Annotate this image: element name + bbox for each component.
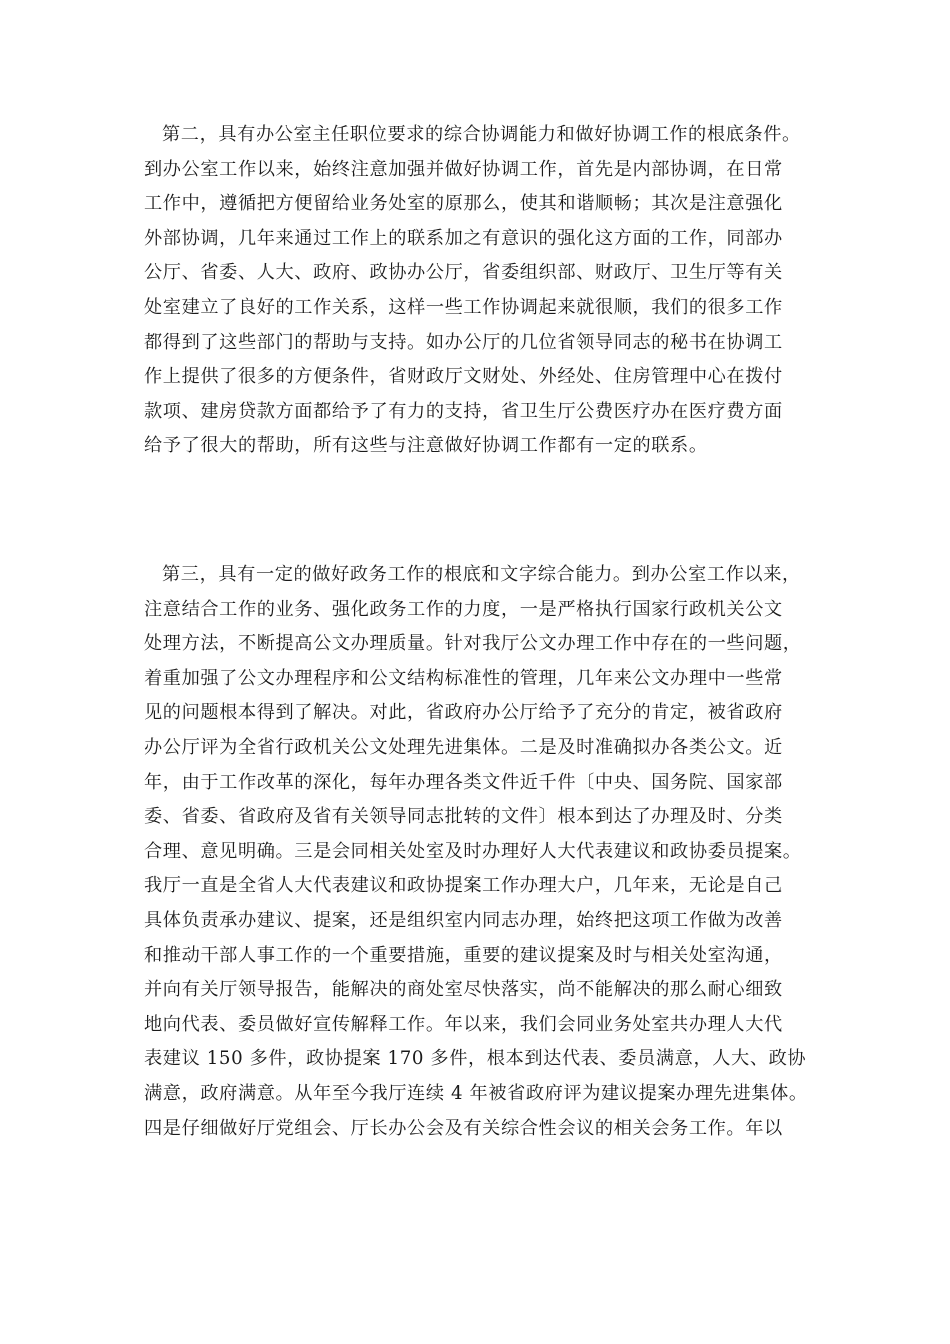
text-line: 具体负责承办建议、提案，还是组织室内同志办理，始终把这项工作做为改善	[144, 909, 783, 931]
text-line: 公厅、省委、人大、政府、政协办公厅，省委组织部、财政厅、卫生厅等有关	[144, 262, 783, 284]
text-line: 注意结合工作的业务、强化政务工作的力度，一是严格执行国家行政机关公文	[144, 598, 783, 620]
text-line: 合理、意见明确。三是会同相关处室及时办理好人大代表建议和政协委员提案。	[144, 840, 802, 862]
text-line: 年，由于工作改革的深化，每年办理各类文件近千件〔中央、国务院、国家部	[144, 771, 783, 793]
text-line: 都得到了这些部门的帮助与支持。如办公厅的几位省领导同志的秘书在协调工	[144, 331, 783, 353]
text-line: 工作中，遵循把方便留给业务处室的原那么，使其和谐顺畅；其次是注意强化	[144, 193, 783, 215]
text-line: 四是仔细做好厅党组会、厅长办公会及有关综合性会议的相关会务工作。年以	[144, 1117, 783, 1139]
text-line: 作上提供了很多的方便条件，省财政厅文财处、外经处、住房管理中心在拨付	[144, 366, 783, 388]
text-line: 满意，政府满意。从年至今我厅连续 4 年被省政府评为建议提案办理先进集体。	[144, 1082, 808, 1104]
text-line: 第二，具有办公室主任职位要求的综合协调能力和做好协调工作的根底条件。	[162, 124, 801, 145]
text-line: 我厅一直是全省人大代表建议和政协提案工作办理大户，几年来，无论是自己	[144, 875, 783, 897]
text-line: 并向有关厅领导报告，能解决的商处室尽快落实，尚不能解决的那么耐心细致	[144, 979, 783, 1001]
paragraph-administrative-work	[144, 558, 824, 1146]
text-line: 委、省委、省政府及省有关领导同志批转的文件〕根本到达了办理及时、分类	[144, 806, 783, 828]
text-line: 着重加强了公文办理程序和公文结构标准性的管理，几年来公文办理中一些常	[144, 667, 783, 689]
text-line: 到办公室工作以来，始终注意加强并做好协调工作，首先是内部协调，在日常	[144, 158, 783, 180]
text-line: 给予了很大的帮助，所有这些与注意做好协调工作都有一定的联系。	[144, 435, 708, 457]
text-line: 和推动干部人事工作的一个重要措施，重要的建议提案及时与相关处室沟通，	[144, 944, 783, 966]
text-line: 处理方法，不断提高公文办理质量。针对我厅公文办理工作中存在的一些问题，	[144, 633, 802, 655]
text-line: 地向代表、委员做好宣传解释工作。年以来，我们会同业务处室共办理人大代	[144, 1013, 783, 1035]
text-line: 表建议 150 多件，政协提案 170 多件，根本到达代表、委员满意，人大、政协	[144, 1048, 807, 1070]
text-line: 处室建立了良好的工作关系，这样一些工作协调起来就很顺，我们的很多工作	[144, 296, 783, 318]
text-line: 见的问题根本得到了解决。对此，省政府办公厅给予了充分的肯定，被省政府	[144, 702, 783, 724]
text-line: 办公厅评为全省行政机关公文处理先进集体。二是及时准确拟办各类公文。近	[144, 736, 783, 758]
paragraph-coordination	[144, 118, 824, 464]
text-line: 第三，具有一定的做好政务工作的根底和文字综合能力。到办公室工作以来，	[162, 564, 801, 585]
text-line: 款项、建房贷款方面都给予了有力的支持，省卫生厅公费医疗办在医疗费方面	[144, 400, 783, 422]
text-line: 外部协调，几年来通过工作上的联系加之有意识的强化这方面的工作，同部办	[144, 227, 783, 249]
